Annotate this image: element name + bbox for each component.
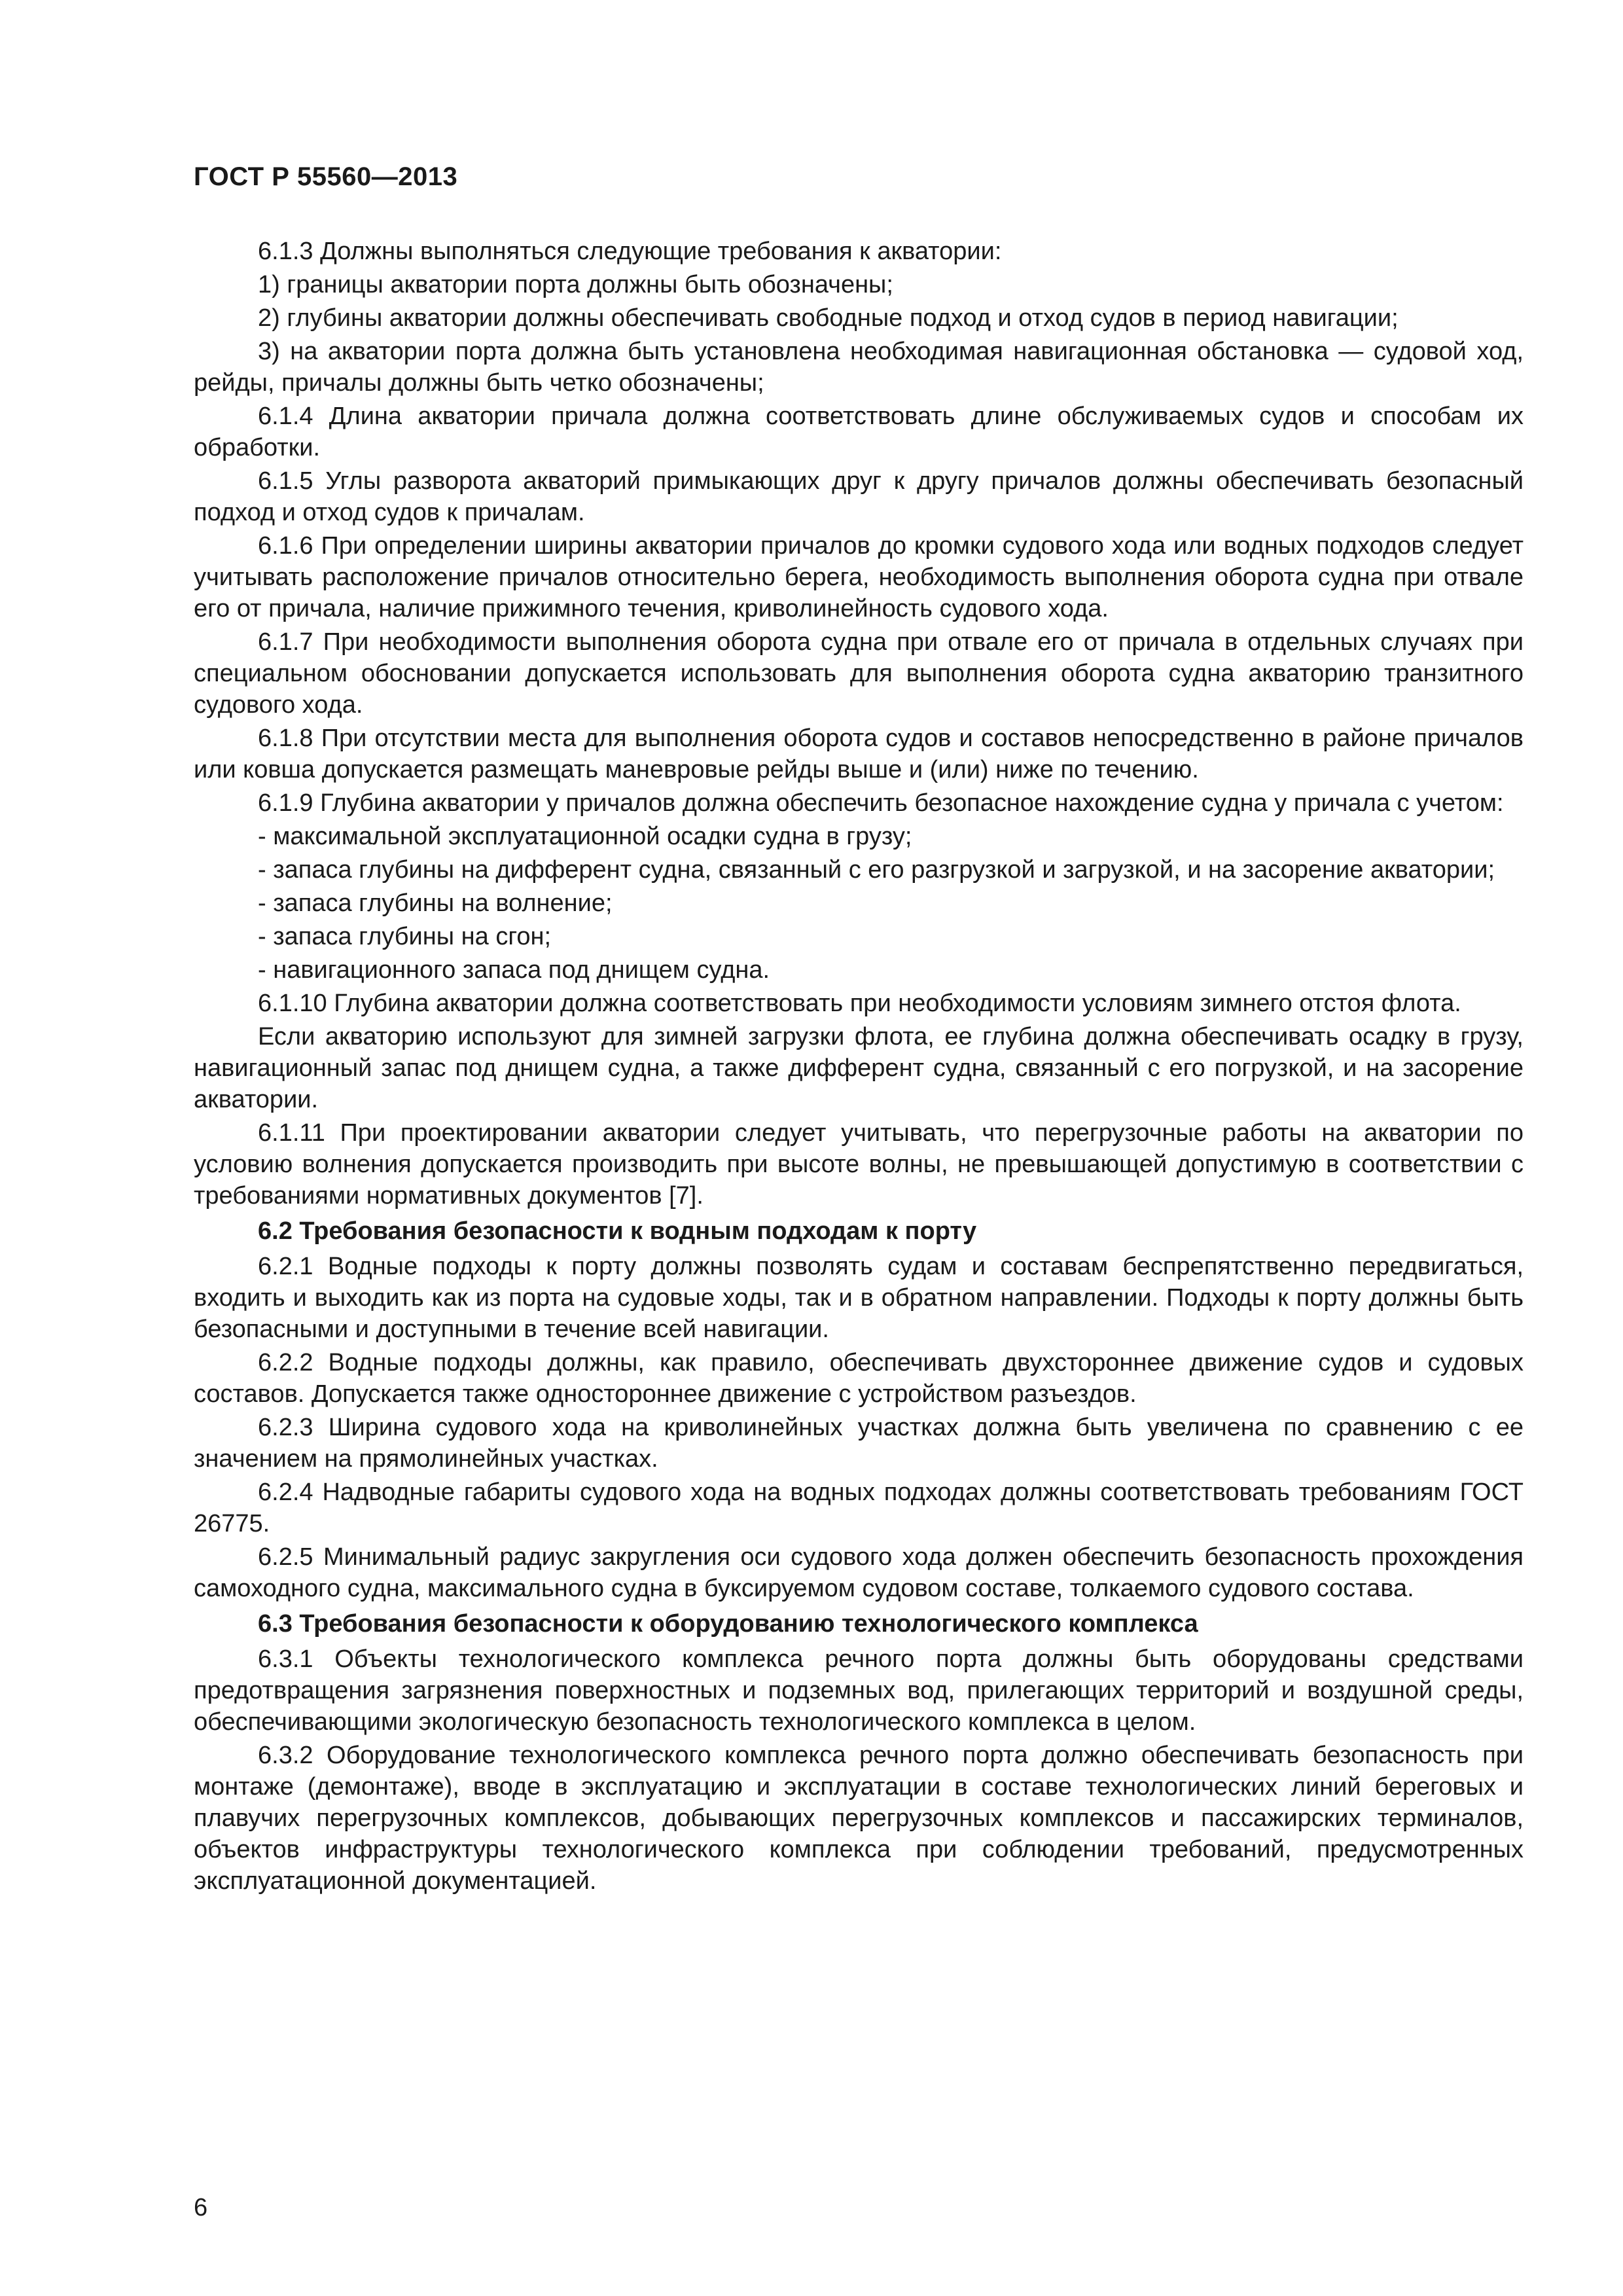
paragraph: - максимальной эксплуатационной осадки судна в грузу; [258, 823, 912, 850]
paragraph: 6.1.6 При определении ширины акватории причалов до кромки судового хода или водных подходов следует учитывать расположение причалов относительно берега, необходимость выполнения оборота судна при отвале его от причала, наличие прижимного течения, криволинейность судового хода. [194, 532, 1524, 622]
paragraph: 1) границы акватории порта должны быть обозначены; [258, 271, 893, 298]
section-heading: 6.3 Требования безопасности к оборудованию технологического комплекса [258, 1610, 1198, 1638]
paragraph: Если акваторию используют для зимней загрузки флота, ее глубина должна обеспечивать осадку в грузу, навигационный запас под днищем судна, а также дифферент судна, связанный с его погрузкой, и на засорение акватории. [194, 1023, 1524, 1113]
standard-header: ГОСТ Р 55560—2013 [194, 162, 458, 191]
paragraph: - запаса глубины на дифферент судна, связанный с его разгрузкой и загрузкой, и на засорение акватории; [258, 856, 1495, 884]
section-heading: 6.2 Требования безопасности к водным подходам к порту [258, 1217, 977, 1245]
paragraph: 6.1.8 При отсутствии места для выполнения оборота судов и составов непосредственно в районе причалов или ковша допускается размещать маневровые рейды выше и (или) ниже по течению. [194, 725, 1524, 783]
paragraph: - запаса глубины на сгон; [258, 923, 552, 950]
paragraph: 6.1.4 Длина акватории причала должна соответствовать длине обслуживаемых судов и способам их обработки. [194, 403, 1524, 461]
document-body [194, 236, 1524, 1899]
paragraph: 6.2.2 Водные подходы должны, как правило, обеспечивать двухстороннее движение судов и судовых составов. Допускается также одностороннее движение с устройством разъездов. [194, 1349, 1524, 1408]
paragraph: 6.2.4 Надводные габариты судового хода на водных подходах должны соответствовать требованиям ГОСТ 26775. [194, 1479, 1524, 1537]
paragraph: 2) глубины акватории должны обеспечивать свободные подход и отход судов в период навигации; [258, 304, 1399, 332]
paragraph: 6.1.9 Глубина акватории у причалов должна обеспечить безопасное нахождение судна у причала с учетом: [258, 789, 1504, 817]
paragraph: 6.1.10 Глубина акватории должна соответствовать при необходимости условиям зимнего отстоя флота. [258, 990, 1461, 1017]
paragraph: 6.1.11 При проектировании акватории следует учитывать, что перегрузочные работы на акватории по условию волнения допускается производить при высоте волны, не превышающей допустимую в соответствии с требованиями нормативных документов [7]. [194, 1119, 1524, 1210]
paragraph: 6.1.3 Должны выполняться следующие требования к акватории: [258, 238, 1002, 265]
page-number: 6 [194, 2194, 208, 2221]
paragraph: 6.2.1 Водные подходы к порту должны позволять судам и составам беспрепятственно передвигаться, входить и выходить как из порта на судовые ходы, так и в обратном направлении. Подходы к порту должны быть безопасными и доступными в течение всей навигации. [194, 1253, 1524, 1343]
paragraph: 6.3.1 Объекты технологического комплекса речного порта должны быть оборудованы средствами предотвращения загрязнения поверхностных и подземных вод, прилегающих территорий и воздушной среды, обеспечивающими экологическую безопасность технологического комплекса в целом. [194, 1645, 1524, 1736]
paragraph: 6.2.5 Минимальный радиус закругления оси судового хода должен обеспечить безопасность прохождения самоходного судна, максимального судна в буксируемом судовом составе, толкаемого судового состава. [194, 1543, 1524, 1602]
paragraph: 6.1.7 При необходимости выполнения оборота судна при отвале его от причала в отдельных случаях при специальном обосновании допускается использовать для выполнения оборота судна акваторию транзитного судового хода. [194, 628, 1524, 719]
paragraph: 6.3.2 Оборудование технологического комплекса речного порта должно обеспечивать безопасность при монтаже (демонтаже), вводе в эксплуатацию и эксплуатации в составе технологических линий береговых и плавучих перегрузочных комплексов, добывающих перегрузочных комплексов и пассажирских терминалов, объектов инфраструктуры технологического комплекса при соблюдении требований, предусмотренных эксплуатационной документацией. [194, 1742, 1524, 1895]
paragraph: - навигационного запаса под днищем судна. [258, 956, 770, 984]
paragraph: 6.2.3 Ширина судового хода на криволинейных участках должна быть увеличена по сравнению с ее значением на прямолинейных участках. [194, 1414, 1524, 1473]
paragraph: 6.1.5 Углы разворота акваторий примыкающих друг к другу причалов должны обеспечивать безопасный подход и отход судов к причалам. [194, 467, 1524, 526]
paragraph: - запаса глубины на волнение; [258, 889, 613, 917]
paragraph: 3) на акватории порта должна быть установлена необходимая навигационная обстановка — судовой ход, рейды, причалы должны быть четко обозначены; [194, 338, 1524, 397]
